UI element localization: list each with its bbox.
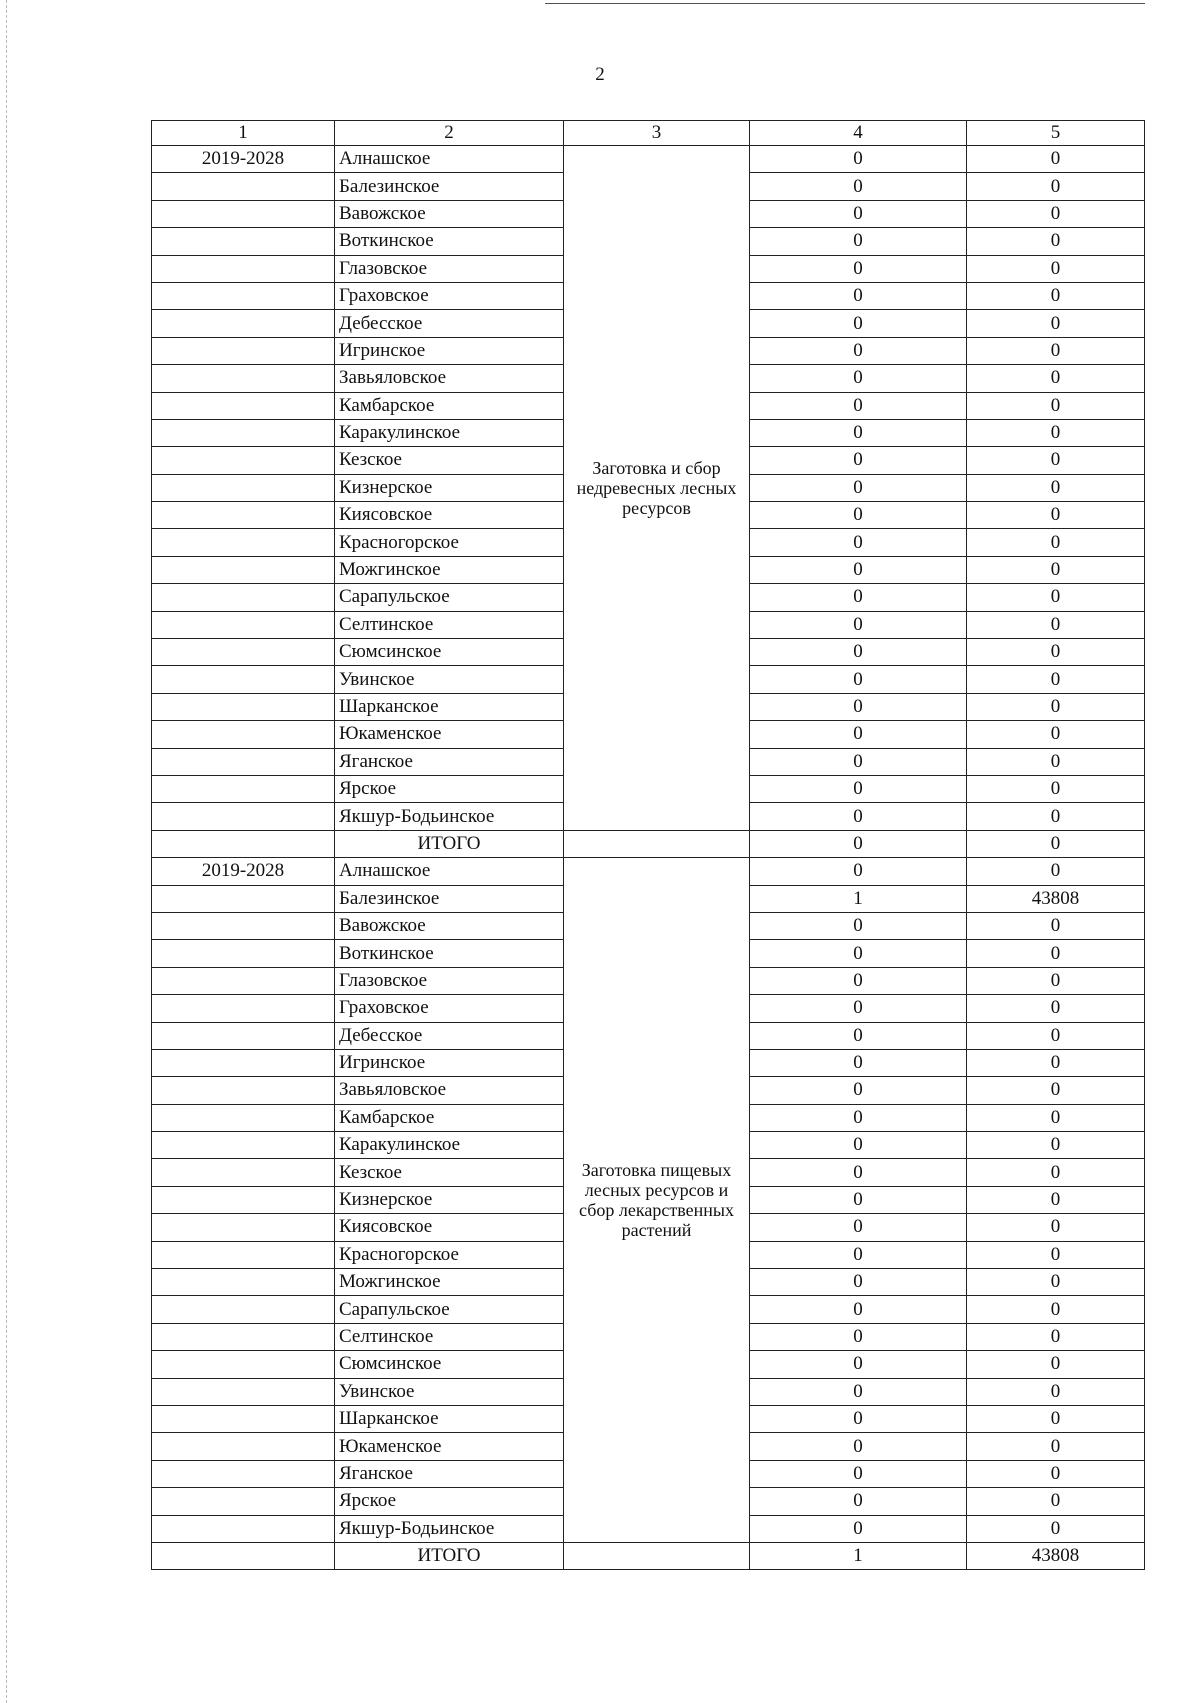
period-cell <box>152 1104 335 1131</box>
municipality-cell: Кизнерское <box>335 474 564 501</box>
municipality-cell: Каракулинское <box>335 1132 564 1159</box>
value-col4-cell: 0 <box>750 1515 967 1542</box>
value-col4-cell: 0 <box>750 803 967 830</box>
municipality-cell: Красногорское <box>335 529 564 556</box>
municipality-cell: Можгинское <box>335 556 564 583</box>
total-label: ИТОГО <box>335 1542 564 1569</box>
municipality-cell: Кизнерское <box>335 1186 564 1213</box>
value-col4-cell: 0 <box>750 200 967 227</box>
value-col4-cell: 0 <box>750 1460 967 1487</box>
value-col4-cell: 0 <box>750 392 967 419</box>
period-cell <box>152 803 335 830</box>
municipality-cell: Глазовское <box>335 255 564 282</box>
municipality-cell: Яганское <box>335 748 564 775</box>
value-col4-cell: 0 <box>750 173 967 200</box>
value-col5-cell: 0 <box>967 228 1145 255</box>
municipality-cell: Каракулинское <box>335 419 564 446</box>
period-cell <box>152 721 335 748</box>
value-col4-cell: 0 <box>750 666 967 693</box>
table-header-row <box>152 121 1145 146</box>
municipality-cell: Сюмсинское <box>335 639 564 666</box>
period-cell <box>152 556 335 583</box>
total-row <box>152 830 1145 857</box>
page-number: 2 <box>595 64 605 85</box>
municipality-cell: Ярское <box>335 1488 564 1515</box>
total-activity-cell <box>564 830 750 857</box>
value-col5-cell: 0 <box>967 1296 1145 1323</box>
municipality-cell: Селтинское <box>335 1323 564 1350</box>
period-cell <box>152 1159 335 1186</box>
period-cell <box>152 392 335 419</box>
value-col5-cell: 0 <box>967 556 1145 583</box>
value-col4-cell: 0 <box>750 1104 967 1131</box>
period-cell <box>152 693 335 720</box>
municipality-cell: Вавожское <box>335 200 564 227</box>
value-col5-cell: 0 <box>967 1022 1145 1049</box>
value-col5-cell: 0 <box>967 1159 1145 1186</box>
value-col4-cell: 0 <box>750 337 967 364</box>
value-col5-cell: 0 <box>967 995 1145 1022</box>
period-cell <box>152 1433 335 1460</box>
period-cell <box>152 365 335 392</box>
table-body <box>152 121 1145 1570</box>
period-cell <box>152 529 335 556</box>
period-cell <box>152 748 335 775</box>
value-col4-cell: 0 <box>750 1323 967 1350</box>
value-col4-cell: 0 <box>750 474 967 501</box>
period-cell <box>152 775 335 802</box>
period-cell <box>152 502 335 529</box>
period-cell <box>152 885 335 912</box>
value-col5-cell: 0 <box>967 611 1145 638</box>
municipality-cell: Шарканское <box>335 1405 564 1432</box>
municipality-cell: Дебесское <box>335 310 564 337</box>
total-row <box>152 1542 1145 1569</box>
period-cell <box>152 1515 335 1542</box>
value-col5-cell: 0 <box>967 748 1145 775</box>
value-col5-cell: 0 <box>967 474 1145 501</box>
value-col4-cell: 0 <box>750 556 967 583</box>
value-col4-cell: 0 <box>750 1269 967 1296</box>
period-cell <box>152 337 335 364</box>
value-col5-cell: 0 <box>967 419 1145 446</box>
value-col4-cell: 0 <box>750 1296 967 1323</box>
period-cell <box>152 611 335 638</box>
value-col4-cell: 0 <box>750 611 967 638</box>
municipality-cell: Игринское <box>335 1049 564 1076</box>
value-col5-cell: 0 <box>967 1214 1145 1241</box>
value-col4-cell: 0 <box>750 1186 967 1213</box>
municipality-cell: Завьяловское <box>335 1077 564 1104</box>
value-col5-cell: 0 <box>967 803 1145 830</box>
period-cell <box>152 282 335 309</box>
value-col5-cell: 0 <box>967 1241 1145 1268</box>
municipality-cell: Камбарское <box>335 1104 564 1131</box>
period-cell: 2019-2028 <box>152 146 335 173</box>
period-cell <box>152 173 335 200</box>
value-col4-cell: 0 <box>750 1214 967 1241</box>
top-rule <box>545 3 1145 4</box>
value-col5-cell: 0 <box>967 912 1145 939</box>
period-cell <box>152 666 335 693</box>
total-col4-cell: 0 <box>750 830 967 857</box>
period-cell <box>152 200 335 227</box>
period-cell <box>152 447 335 474</box>
total-period-cell <box>152 830 335 857</box>
period-cell <box>152 310 335 337</box>
municipality-cell: Киясовское <box>335 1214 564 1241</box>
table-row <box>152 146 1145 173</box>
total-col5-cell: 43808 <box>967 1542 1145 1569</box>
value-col4-cell: 0 <box>750 1405 967 1432</box>
municipality-cell: Игринское <box>335 337 564 364</box>
period-cell <box>152 1351 335 1378</box>
municipality-cell: Дебесское <box>335 1022 564 1049</box>
total-col5-cell: 0 <box>967 830 1145 857</box>
municipality-cell: Воткинское <box>335 228 564 255</box>
value-col5-cell: 0 <box>967 146 1145 173</box>
municipality-cell: Киясовское <box>335 502 564 529</box>
period-cell <box>152 1323 335 1350</box>
period-cell <box>152 912 335 939</box>
period-cell <box>152 967 335 994</box>
value-col4-cell: 0 <box>750 693 967 720</box>
value-col4-cell: 0 <box>750 1378 967 1405</box>
municipality-cell: Можгинское <box>335 1269 564 1296</box>
value-col4-cell: 0 <box>750 1351 967 1378</box>
value-col4-cell: 0 <box>750 146 967 173</box>
value-col4-cell: 0 <box>750 1132 967 1159</box>
value-col5-cell: 0 <box>967 967 1145 994</box>
value-col4-cell: 0 <box>750 228 967 255</box>
municipality-cell: Юкаменское <box>335 1433 564 1460</box>
period-cell <box>152 639 335 666</box>
value-col5-cell: 0 <box>967 721 1145 748</box>
value-col5-cell: 0 <box>967 639 1145 666</box>
municipality-cell: Яганское <box>335 1460 564 1487</box>
value-col5-cell: 0 <box>967 1132 1145 1159</box>
value-col5-cell: 0 <box>967 1186 1145 1213</box>
period-cell <box>152 474 335 501</box>
value-col5-cell: 0 <box>967 1323 1145 1350</box>
value-col4-cell: 0 <box>750 1049 967 1076</box>
value-col5-cell: 0 <box>967 529 1145 556</box>
period-cell <box>152 1296 335 1323</box>
municipality-cell: Балезинское <box>335 173 564 200</box>
municipality-cell: Селтинское <box>335 611 564 638</box>
value-col5-cell: 0 <box>967 1433 1145 1460</box>
value-col5-cell: 0 <box>967 1049 1145 1076</box>
period-cell <box>152 1049 335 1076</box>
value-col4-cell: 0 <box>750 1241 967 1268</box>
value-col5-cell: 43808 <box>967 885 1145 912</box>
value-col4-cell: 0 <box>750 721 967 748</box>
period-cell <box>152 1269 335 1296</box>
municipality-cell: Юкаменское <box>335 721 564 748</box>
period-cell <box>152 940 335 967</box>
period-cell <box>152 228 335 255</box>
period-cell <box>152 419 335 446</box>
value-col5-cell: 0 <box>967 1378 1145 1405</box>
value-col5-cell: 0 <box>967 1460 1145 1487</box>
value-col4-cell: 1 <box>750 885 967 912</box>
value-col5-cell: 0 <box>967 502 1145 529</box>
value-col4-cell: 0 <box>750 1433 967 1460</box>
period-cell <box>152 1077 335 1104</box>
period-cell <box>152 1460 335 1487</box>
value-col5-cell: 0 <box>967 940 1145 967</box>
municipality-cell: Увинское <box>335 666 564 693</box>
value-col5-cell: 0 <box>967 1269 1145 1296</box>
municipality-cell: Балезинское <box>335 885 564 912</box>
value-col4-cell: 0 <box>750 419 967 446</box>
value-col5-cell: 0 <box>967 337 1145 364</box>
period-cell <box>152 1378 335 1405</box>
value-col4-cell: 0 <box>750 310 967 337</box>
municipality-cell: Шарканское <box>335 693 564 720</box>
municipality-cell: Якшур-Бодьинское <box>335 803 564 830</box>
period-cell: 2019-2028 <box>152 858 335 885</box>
value-col4-cell: 0 <box>750 502 967 529</box>
period-cell <box>152 1022 335 1049</box>
municipality-cell: Алнашское <box>335 858 564 885</box>
municipality-cell: Кезское <box>335 447 564 474</box>
municipality-cell: Якшур-Бодьинское <box>335 1515 564 1542</box>
header-cell-2: 2 <box>335 121 564 146</box>
municipality-cell: Глазовское <box>335 967 564 994</box>
municipality-cell: Увинское <box>335 1378 564 1405</box>
value-col4-cell: 0 <box>750 1488 967 1515</box>
value-col5-cell: 0 <box>967 392 1145 419</box>
value-col4-cell: 0 <box>750 748 967 775</box>
total-col4-cell: 1 <box>750 1542 967 1569</box>
value-col4-cell: 0 <box>750 282 967 309</box>
value-col5-cell: 0 <box>967 282 1145 309</box>
value-col5-cell: 0 <box>967 173 1145 200</box>
period-cell <box>152 1214 335 1241</box>
value-col5-cell: 0 <box>967 1077 1145 1104</box>
value-col5-cell: 0 <box>967 1405 1145 1432</box>
table-row <box>152 858 1145 885</box>
period-cell <box>152 584 335 611</box>
header-cell-5: 5 <box>967 121 1145 146</box>
value-col4-cell: 0 <box>750 775 967 802</box>
value-col5-cell: 0 <box>967 1104 1145 1131</box>
municipality-cell: Алнашское <box>335 146 564 173</box>
value-col4-cell: 0 <box>750 447 967 474</box>
value-col4-cell: 0 <box>750 912 967 939</box>
municipality-cell: Сюмсинское <box>335 1351 564 1378</box>
header-cell-4: 4 <box>750 121 967 146</box>
period-cell <box>152 255 335 282</box>
municipality-cell: Воткинское <box>335 940 564 967</box>
value-col4-cell: 0 <box>750 639 967 666</box>
period-cell <box>152 1186 335 1213</box>
value-col5-cell: 0 <box>967 584 1145 611</box>
left-margin-rule <box>6 0 7 1703</box>
municipality-cell: Вавожское <box>335 912 564 939</box>
municipality-cell: Граховское <box>335 282 564 309</box>
period-cell <box>152 1132 335 1159</box>
value-col5-cell: 0 <box>967 255 1145 282</box>
municipality-cell: Кезское <box>335 1159 564 1186</box>
header-cell-1: 1 <box>152 121 335 146</box>
value-col5-cell: 0 <box>967 666 1145 693</box>
total-period-cell <box>152 1542 335 1569</box>
period-cell <box>152 995 335 1022</box>
municipality-cell: Граховское <box>335 995 564 1022</box>
value-col4-cell: 0 <box>750 255 967 282</box>
value-col5-cell: 0 <box>967 775 1145 802</box>
value-col4-cell: 0 <box>750 1022 967 1049</box>
activity-cell: Заготовка пищевых лесных ресурсов и сбор лекарственных растений <box>564 858 750 1543</box>
period-cell <box>152 1241 335 1268</box>
municipality-cell: Камбарское <box>335 392 564 419</box>
period-cell <box>152 1405 335 1432</box>
value-col5-cell: 0 <box>967 447 1145 474</box>
value-col4-cell: 0 <box>750 365 967 392</box>
municipality-cell: Сарапульское <box>335 584 564 611</box>
value-col5-cell: 0 <box>967 693 1145 720</box>
municipality-cell: Завьяловское <box>335 365 564 392</box>
value-col4-cell: 0 <box>750 584 967 611</box>
value-col4-cell: 0 <box>750 529 967 556</box>
municipality-cell: Красногорское <box>335 1241 564 1268</box>
value-col4-cell: 0 <box>750 967 967 994</box>
value-col4-cell: 0 <box>750 1159 967 1186</box>
value-col4-cell: 0 <box>750 858 967 885</box>
data-table <box>151 120 1145 1570</box>
value-col5-cell: 0 <box>967 1515 1145 1542</box>
value-col5-cell: 0 <box>967 310 1145 337</box>
municipality-cell: Ярское <box>335 775 564 802</box>
value-col5-cell: 0 <box>967 1351 1145 1378</box>
activity-cell: Заготовка и сбор недревесных лесных ресурсов <box>564 146 750 831</box>
header-cell-3: 3 <box>564 121 750 146</box>
value-col5-cell: 0 <box>967 200 1145 227</box>
value-col4-cell: 0 <box>750 940 967 967</box>
total-label: ИТОГО <box>335 830 564 857</box>
period-cell <box>152 1488 335 1515</box>
total-activity-cell <box>564 1542 750 1569</box>
value-col4-cell: 0 <box>750 995 967 1022</box>
municipality-cell: Сарапульское <box>335 1296 564 1323</box>
value-col5-cell: 0 <box>967 858 1145 885</box>
value-col4-cell: 0 <box>750 1077 967 1104</box>
value-col5-cell: 0 <box>967 365 1145 392</box>
value-col5-cell: 0 <box>967 1488 1145 1515</box>
